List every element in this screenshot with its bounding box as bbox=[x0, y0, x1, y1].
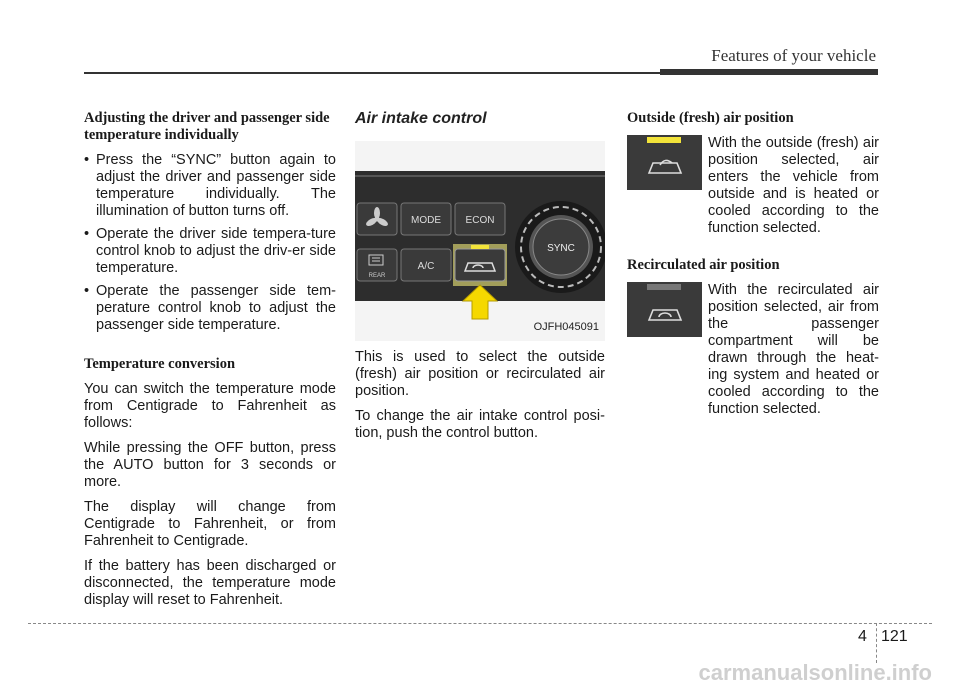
instruction-list bbox=[84, 152, 336, 334]
ac-button-label: A/C bbox=[417, 261, 435, 272]
figure-caption: OJFH045091 bbox=[533, 321, 599, 333]
climate-panel-illustration bbox=[355, 141, 605, 341]
footer-divider bbox=[876, 623, 877, 663]
page-number: 121 bbox=[881, 628, 908, 645]
mode-button-label: MODE bbox=[411, 215, 441, 226]
recirculated-air-block bbox=[627, 282, 879, 418]
heading-temperature-conversion: Temperature conversion bbox=[84, 356, 236, 372]
header-title: Features of your vehicle bbox=[711, 46, 876, 65]
column-2 bbox=[355, 110, 605, 450]
recirculated-air-button-image bbox=[627, 282, 702, 337]
recirculated-air-description: With the recirculated air position selected, air from the passenger compartment will be drawn through the heat-ing system and heated or cooled according to the function selected. bbox=[708, 282, 879, 417]
paragraph: While pressing the OFF button, press the AUTO button for 3 seconds or more. bbox=[84, 440, 336, 490]
section-title-air-intake: Air intake control bbox=[355, 110, 487, 127]
footer-rule bbox=[28, 623, 932, 624]
heading-outside-air: Outside (fresh) air position bbox=[627, 110, 794, 126]
column-3 bbox=[627, 110, 879, 438]
paragraph: This is used to select the outside (fresh) air position or recirculated air position. bbox=[355, 349, 605, 399]
climate-control-figure bbox=[355, 141, 605, 341]
indicator-light-on bbox=[647, 137, 681, 143]
header-rule-accent bbox=[660, 69, 878, 75]
paragraph: To change the air intake control posi-tion, push the control button. bbox=[355, 408, 605, 441]
paragraph: You can switch the temperature mode from Centigrade to Fahrenheit as follows: bbox=[84, 381, 336, 431]
indicator-light bbox=[471, 245, 489, 249]
indicator-light-off bbox=[647, 284, 681, 290]
heading-adjust-individually: Adjusting the driver and passenger side temperature individually bbox=[84, 110, 330, 143]
list-item: • Press the “SYNC” button again to adjust the driver and passenger side temperature individually. The illumination of button turns off. bbox=[84, 152, 336, 220]
outside-air-description: With the outside (fresh) air position selected, air enters the vehicle from outside and is heated or cooled according to the function selected. bbox=[708, 135, 879, 236]
section-number: 4 bbox=[858, 628, 867, 645]
list-item: • Operate the passenger side tem-perature control knob to adjust the passenger side temperature. bbox=[84, 283, 336, 334]
fresh-air-button-image bbox=[627, 135, 702, 190]
outside-air-block bbox=[627, 135, 879, 237]
rear-label: REAR bbox=[368, 273, 386, 279]
header-rule bbox=[84, 72, 660, 74]
econ-button-label: ECON bbox=[465, 215, 495, 226]
paragraph: If the battery has been discharged or disconnected, the temperature mode display will reset to Fahrenheit. bbox=[84, 558, 336, 608]
heading-recirculated-air: Recirculated air position bbox=[627, 257, 780, 273]
watermark: carmanualsonline.info bbox=[698, 660, 932, 685]
paragraph: The display will change from Centigrade to Fahrenheit, or from Fahrenheit to Centigrade. bbox=[84, 499, 336, 549]
sync-knob-label: SYNC bbox=[547, 243, 575, 254]
column-1 bbox=[84, 110, 336, 617]
list-item: • Operate the driver side tempera-ture control knob to adjust the driv-er side temperature. bbox=[84, 226, 336, 277]
